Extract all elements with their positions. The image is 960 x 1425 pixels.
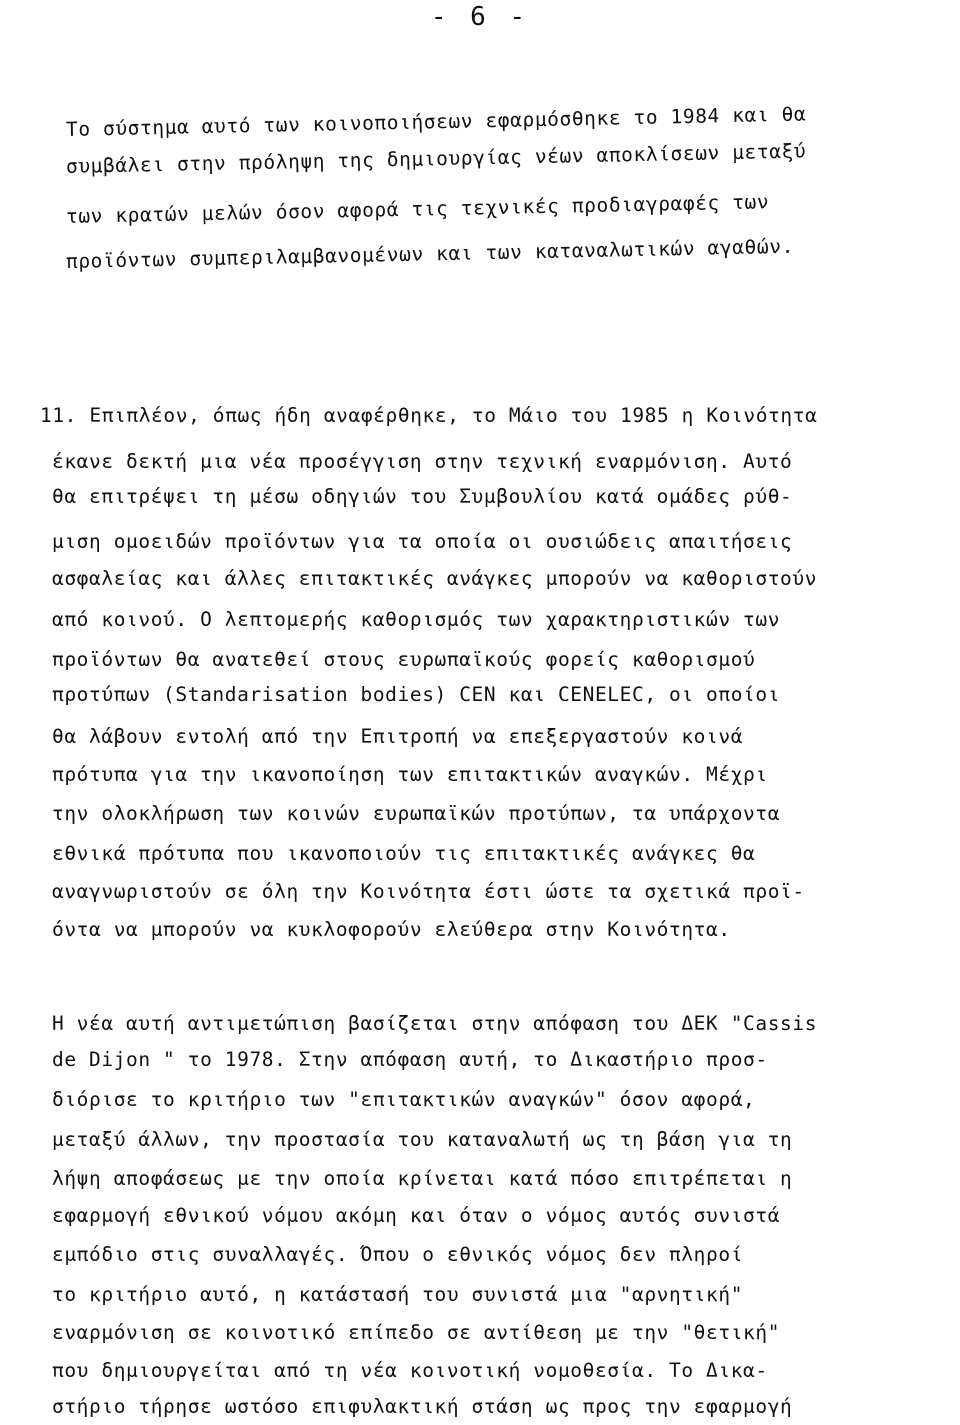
page-number: - 6 -	[430, 2, 530, 32]
text-line: την ολοκλήρωση των κοινών ευρωπαϊκών προτύπων, τα υπάρχοντα	[52, 802, 781, 825]
text-line: Το σύστημα αυτό των κοινοποιήσεων εφαρμόσθηκε το 1984 και θα	[65, 102, 807, 141]
text-line: θα επιτρέψει τη μέσω οδηγιών του Συμβουλίου κατά ομάδες ρύθ-	[52, 485, 793, 508]
text-line: όντα να μπορούν να κυκλοφορούν ελεύθερα στην Κοινότητα.	[52, 918, 731, 941]
text-line: προτύπων (Standarisation bodies) CEN και CENELEC, οι οποίοι	[52, 683, 781, 706]
text-line: εναρμόνιση σε κοινοτικό επίπεδο σε αντίθεση με την "θετική"	[52, 1321, 781, 1344]
text-line: Η νέα αυτή αντιμετώπιση βασίζεται στην απόφαση του ΔΕΚ "Cassis	[52, 1012, 818, 1035]
text-line: που δημιουργείται από τη νέα κοινοτική νομοθεσία. Το Δικα-	[52, 1359, 768, 1382]
text-line: συμβάλει στην πρόληψη της δημιουργίας νέων αποκλίσεων μεταξύ	[65, 139, 807, 178]
text-line: πρότυπα για την ικανοποίηση των επιτακτικών αναγκών. Μέχρι	[52, 763, 768, 786]
text-line: 11. Επιπλέον, όπως ήδη αναφέρθηκε, το Μάιο του 1985 η Κοινότητα	[40, 404, 818, 427]
text-line: εμπόδιο στις συναλλαγές. Όπου ο εθνικός νόμος δεν πληροί	[52, 1243, 744, 1266]
text-line: θα λάβουν εντολή από την Επιτροπή να επεξεργαστούν κοινά	[52, 725, 744, 748]
text-line: από κοινού. Ο λεπτομερής καθορισμός των χαρακτηριστικών των	[52, 608, 781, 631]
text-line: de Dijon " το 1978. Στην απόφαση αυτή, το Δικαστήριο προσ-	[52, 1048, 768, 1071]
text-line: των κρατών μελών όσον αφορά τις τεχνικές προδιαγραφές των	[65, 190, 770, 228]
text-line: εθνικά πρότυπα που ικανοποιούν τις επιτακτικές ανάγκες θα	[52, 842, 756, 865]
text-line: το κριτήριο αυτό, η κατάστασή του συνιστά μια "αρνητική"	[52, 1283, 744, 1306]
text-line: στήριο τήρησε ωστόσο επιφυλακτική στάση ως προς την εφαρμογή	[52, 1395, 793, 1418]
text-line: έκανε δεκτή μια νέα προσέγγιση στην τεχνική εναρμόνιση. Αυτό	[52, 450, 793, 473]
text-line: προϊόντων θα ανατεθεί στους ευρωπαϊκούς φορείς καθορισμού	[52, 648, 756, 671]
text-line: λήψη αποφάσεως με την οποία κρίνεται κατά πόσο επιτρέπεται η	[52, 1167, 793, 1190]
text-line: ασφαλείας και άλλες επιτακτικές ανάγκες μπορούν να καθοριστούν	[52, 567, 818, 590]
text-line: διόρισε το κριτήριο των "επιτακτικών αναγκών" όσον αφορά,	[52, 1088, 756, 1111]
text-line: μιση ομοειδών προϊόντων για τα οποία οι ουσιώδεις απαιτήσεις	[52, 530, 793, 553]
text-line: μεταξύ άλλων, την προστασία του καταναλωτή ως τη βάση για τη	[52, 1128, 793, 1151]
text-line: προϊόντων συμπεριλαμβανομένων και των καταναλωτικών αγαθών.	[65, 234, 795, 273]
text-line: αναγνωριστούν σε όλη την Κοινότητα έστι ώστε τα σχετικά προϊ-	[52, 880, 805, 903]
text-line: εφαρμογή εθνικού νόμου ακόμη και όταν ο νόμος αυτός συνιστά	[52, 1204, 781, 1227]
